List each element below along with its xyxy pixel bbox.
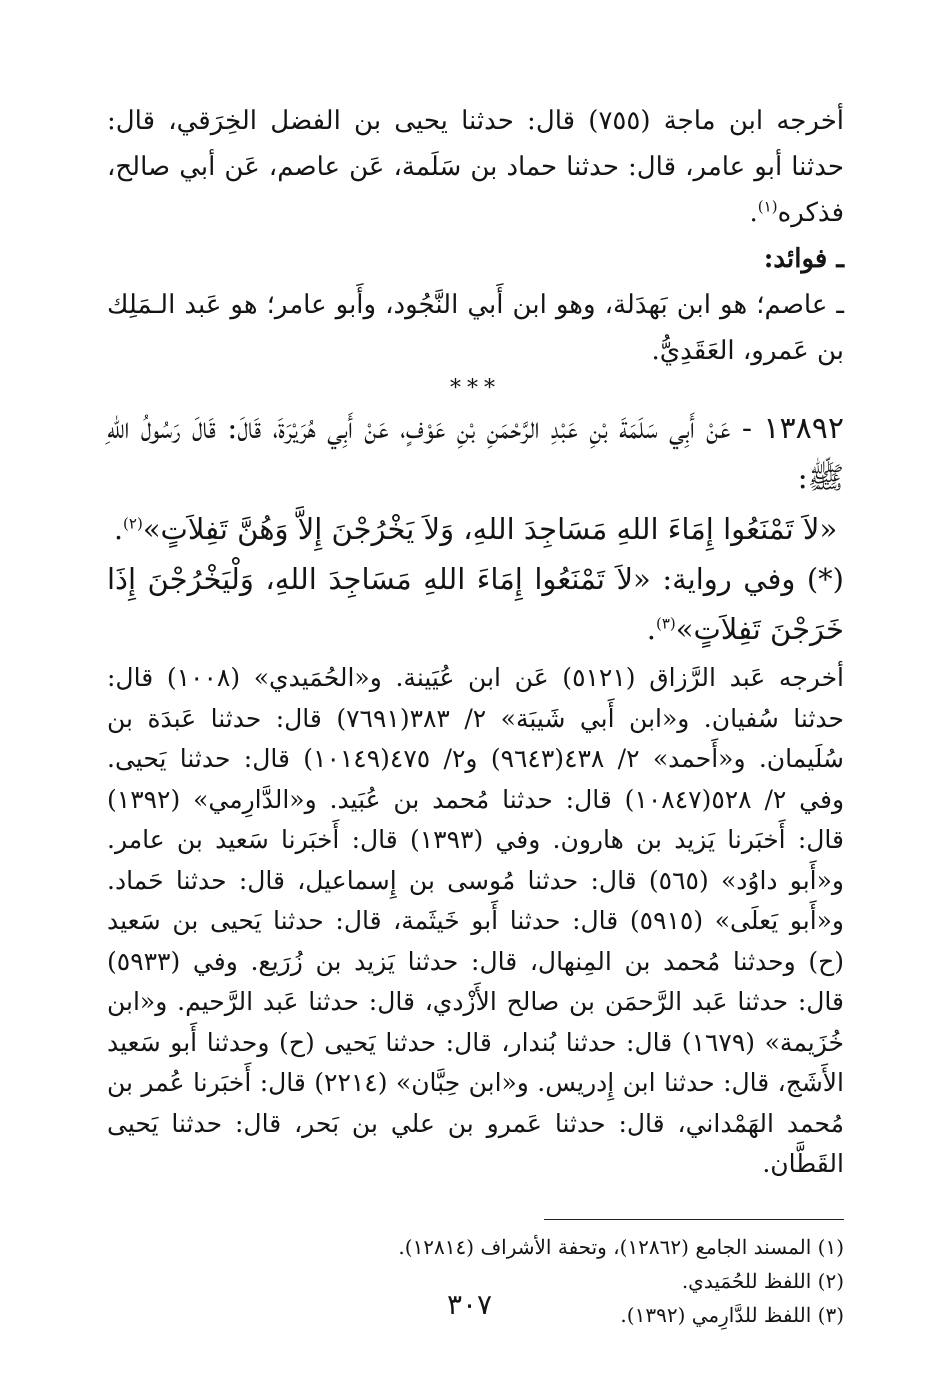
- footnote-2: (٢) اللفظ للحُمَيدي.: [681, 1268, 844, 1293]
- hadith-quote-text: «لاَ تَمْنَعُوا إِمَاءَ اللهِ مَسَاجِدَ اللهِ، وَلاَ يَخْرُجْنَ إِلاَّ وَهُنَّ تَفِلاَتٍ»: [142, 512, 838, 546]
- fawaid-heading: ـ فوائد:: [763, 244, 844, 274]
- hadith-text: ١٣٨٩٢ - عَنْ أَبِي سَلَمَةَ بْنِ عَبْدِ الرَّحْمَنِ بْنِ عَوْفٍ، عَنْ أَبِي هُرَيْرَةَ، قَالَ: قَالَ رَسُولُ اللهِ ﷺ:: [107, 411, 844, 496]
- takhrij-main: أخرجه عَبد الرَّزاق (٥١٢١) عَن ابن عُيَينة. و«الحُمَيدي» (١٠٠٨) قال: حدثنا سُفيان. و«ابن أَبي شَيبَة» ٢/ ٣٨٣(٧٦٩١) قال: حدثنا عَبدَة بن سُلَيمان. و«أَحمد» ٢/ ٤٣٨(٩٦٤٣) و٢/ ٤٧٥(١٠١٤٩) قال: حدثنا يَحيى. وفي ٢/ ٥٢٨(١٠٨٤٧) قال: حدثنا مُحمد بن عُبَيد. و«الدَّارِمي» (١٣٩٢) قال: أَخبَرنا يَزيد بن هارون. وفي (١٣٩٣) قال: أَخبَرنا سَعيد بن عامر. و«أَبو داوُد» (٥٦٥) قال: حدثنا مُوسى بن إِسماعيل، قال: حدثنا حَماد. و«أَبو يَعلَى» (٥٩١٥) قال: حدثنا أَبو خَيثَمة، قال: حدثنا يَحيى بن سَعيد (ح) وحدثنا مُحمد بن المِنهال، قال: حدثنا يَزيد بن زُرَيع. وفي (٥٩٣٣) قال: حدثنا عَبد الرَّحمَن بن صالح الأَزْدي، قال: حدثنا عَبد الرَّحيم. و«ابن خُزَيمة» (١٦٧٩) قال: حدثنا بُندار، قال: حدثنا يَحيى (ح) وحدثنا أَبو سَعيد الأَشَج، قال: حدثنا ابن إِدريس. و«ابن حِبَّان» (٢٢١٤) قال: أَخبَرنا عُمر بن مُحمد الهَمْداني، قال: حدثنا عَمرو بن علي بن بَحر، قال: حدثنا يَحيى القَطَّان.: [107, 663, 845, 1178]
- page-number: ٣٠٧: [446, 1288, 493, 1321]
- footnote-ref-2[interactable]: (٢): [123, 514, 143, 533]
- footnote-divider: [544, 1219, 844, 1220]
- variant-narration-text: (*) وفي رواية: «لاَ تَمْنَعُوا إِمَاءَ اللهِ مَسَاجِدَ اللهِ، وَلْيَخْرُجْنَ إِذَا خَرَجْنَ تَفِلاَتٍ»: [107, 562, 844, 646]
- footnote-ref-3[interactable]: (٣): [655, 614, 676, 633]
- fawaid-text: ـ عاصم؛ هو ابن بَهدَلة، وهو ابن أَبي النَّجُود، وأَبو عامر؛ هو عَبد الـمَلِك بن عَمرو، العَقَدِيُّ.: [107, 290, 844, 366]
- footnote-3: (٣) اللفظ للدَّارِمي (١٣٩٢).: [620, 1302, 844, 1327]
- section-separator: ***: [450, 376, 501, 401]
- takhrij-ibn-majah: أخرجه ابن ماجة (٧٥٥) قال: حدثنا يحيى بن الفضل الخِرَقي، قال: حدثنا أبو عامر، قال: حدثنا حماد بن سَلَمة، عَن عاصم، عَن أبي صالح، فذكره$^{(١)}$.: [107, 106, 845, 228]
- footnote-1: (١) المسند الجامع (١٢٨٦٢)، وتحفة الأشراف (١٢٨١٤).: [398, 1234, 844, 1259]
- footnote-ref-1[interactable]: (١): [757, 197, 778, 216]
- takhrij-ibn-majah-text: أخرجه ابن ماجة (٧٥٥) قال: حدثنا يحيى بن الفضل الخِرَقي، قال: حدثنا أبو عامر، قال: حدثنا حماد بن سَلَمة، عَن عاصم، عَن أبي صالح، فذكره: [107, 106, 845, 228]
- variant-narration: (*) وفي رواية: «لاَ تَمْنَعُوا إِمَاءَ اللهِ مَسَاجِدَ اللهِ، وَلْيَخْرُجْنَ إِذَا خَرَجْنَ تَفِلاَتٍ»$^{(٣)}$.: [107, 562, 844, 646]
- hadith-quote: «لاَ تَمْنَعُوا إِمَاءَ اللهِ مَسَاجِدَ اللهِ، وَلاَ يَخْرُجْنَ إِلاَّ وَهُنَّ تَفِلاَتٍ»$^{(٢)}$.: [113, 512, 838, 546]
